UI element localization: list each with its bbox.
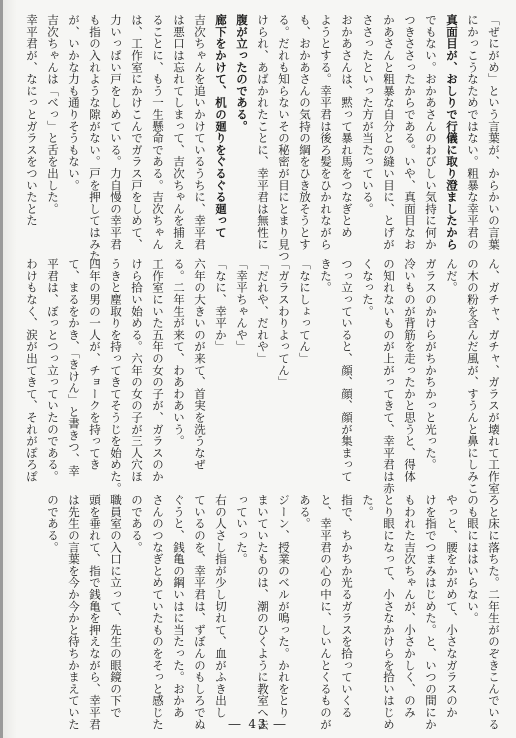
text-line: まいていたものは、潮のひくように教室へ去 (256, 494, 270, 730)
text-line: ん、ガチャ、ガチャ、ガラスが壊れて工作室 (487, 258, 501, 494)
text-line: 「なにしょってん」 (298, 258, 312, 365)
text-line: つっ立っていると、顔、顔、顔が集まって (340, 258, 354, 483)
text-line: も、おかあさんの気持の綱をひき放そうとす (298, 14, 312, 250)
text-line: ているのを、幸平君は、ずぼんのもしろでぬ (193, 494, 207, 730)
text-line: とり眼になって、小さなかけらを拾いはじめ (382, 494, 396, 730)
text-line: かあさんと粗暴な自分との縫い目に、とげが (382, 14, 396, 250)
text-line: の木の粉を含んだ風が、すうんと鼻にしみこ (466, 258, 480, 494)
text-line: にかっこうなためではない。粗暴な幸平君の (466, 14, 480, 250)
text-line: のである。 (130, 494, 144, 553)
text-line: わけもなく、涙が出てきて、それがぽろぽ (25, 258, 39, 483)
text-line: 「幸平ちゃんや」 (235, 258, 249, 353)
text-line: もわれた吉次ちゃんが、小さかしく、のみ (403, 494, 417, 719)
text-line: けられ、あばかれたことに、幸平君は無性に (256, 14, 270, 250)
text-line: きた。 (319, 258, 333, 294)
text-line: うきと塵取りを持ってきてそうじを始めた。 (109, 258, 123, 494)
text-line: つきささったからである。いや、真面目なお (403, 14, 417, 250)
text-line: 頭を垂れて、指で銭亀を押えながら、幸平君 (88, 494, 102, 730)
text-line: 腹が立ったのである。 (235, 14, 249, 132)
text-line: て、まるをかき、「きけん」と書きつ、幸 (67, 258, 81, 477)
text-line: は悪口は忘れてしまって、吉次ちゃんを捕え (172, 14, 186, 250)
text-line: 吉次ちゃんを追いかけているうちに、幸平君 (193, 14, 207, 250)
text-line: 吉次ちゃんは「べっ」と舌を出した。 (46, 14, 60, 215)
text-line: 「ガラスわりよってん」 (277, 258, 291, 388)
text-line: っていった。 (235, 494, 249, 565)
text-line: 指で、ちかちか光るガラスを拾っていくる (340, 494, 354, 719)
text-line: 六年の大きいのが来て、首実を洗うなぜ (193, 258, 207, 471)
text-line: 冷いものが背筋を走ったかと思うと、得体 (403, 258, 417, 483)
text-line: る。だれも知らないその秘密が目にとまり見つ (277, 14, 291, 262)
text-line: 幸平君が、なにっとガラスをついたとた (25, 14, 39, 227)
text-line: けら拾い始める。六年の女の子が三人穴ほ (130, 258, 144, 483)
text-line: は先生の言葉を今か今かと待ちかまえていた (67, 494, 81, 730)
text-line: 「なに、幸平か」 (214, 258, 228, 353)
text-line: は、工作室にかけこんでガラス戸をしめて、 (130, 14, 144, 250)
text-tier-middle (25, 258, 504, 494)
text-line: 四年の男の一人が、チョークを持ってき (88, 258, 102, 471)
text-line: のも眼にははいらない。 (466, 494, 480, 624)
text-line: ささったといった方が当たっている。 (361, 14, 375, 215)
text-line: ジーン、授業のベルが鳴った。かれをとり (277, 494, 291, 719)
text-line: ろと床に落ちた。二年生がのぞきこんでいる (487, 494, 501, 730)
text-line: 力いっぱい戸をしめている。力自慢の幸平君 (109, 14, 123, 250)
text-line: でもない。おかあさんのわびしい気持に何か (424, 14, 438, 250)
page-number: ― 43 ― (228, 717, 288, 731)
text-line: くなった。 (361, 258, 375, 317)
text-line: ある。 (298, 494, 312, 530)
text-line: も指の入れような隙がない。戸を押してはみた (88, 14, 102, 262)
text-line: ようとする。幸平君は後ろ髪をひかれながら (319, 14, 333, 250)
text-line: おかあさんは、黙って暴れ馬をつなぎとめ (340, 14, 354, 239)
text-line: 平君は、ぼっとつっ立っていたのである。 (46, 258, 60, 483)
text-line: のである。 (46, 494, 60, 553)
text-line: ることに、もう一生懸命である。吉次ちゃん (151, 14, 165, 250)
text-line: んだ。 (445, 258, 459, 294)
text-line: の知れないものが上がってきて、幸平君は赤 (382, 258, 396, 494)
text-line: 工作室にいた五年の女の子が、ガラスのか (151, 258, 165, 483)
text-line: やっと、腰をかがめて、小さなガラスのか (445, 494, 459, 719)
text-line: た。 (361, 494, 375, 518)
text-line: 「ぜにがめ」という言葉が、からかいの言葉 (487, 14, 501, 250)
text-line: る。二年生が来て、わあわあいう。 (172, 258, 186, 447)
text-line: と、幸平君の心の中に、しいんとくるものが (319, 494, 333, 730)
text-tier-top (25, 14, 504, 262)
text-line: 「だれや、だれや」 (256, 258, 270, 365)
text-line: けを指でつまみはじめた。と、いつの間にか (424, 494, 438, 730)
text-line: 真面目が、おしりで行儀に取り澄ましたから (445, 14, 459, 250)
text-line: 右の人さし指が少し切れて、血がふき出し (214, 494, 228, 719)
text-line: ぐうと、銭亀の鋼いはに当たった。おかあ (172, 494, 186, 719)
text-line: 職員室の入口に立って、先生の眼鏡の下で (109, 494, 123, 719)
text-line: ガラスのかけらがちかちかっと光った。 (424, 258, 438, 471)
text-line: さんのつなぎとめていたものをそっと感じた (151, 494, 165, 730)
text-line: 廊下をかけて、机の廻りをぐるぐる廻って (214, 14, 228, 239)
text-line: が、いかな力も通りそうもない。 (67, 14, 81, 191)
